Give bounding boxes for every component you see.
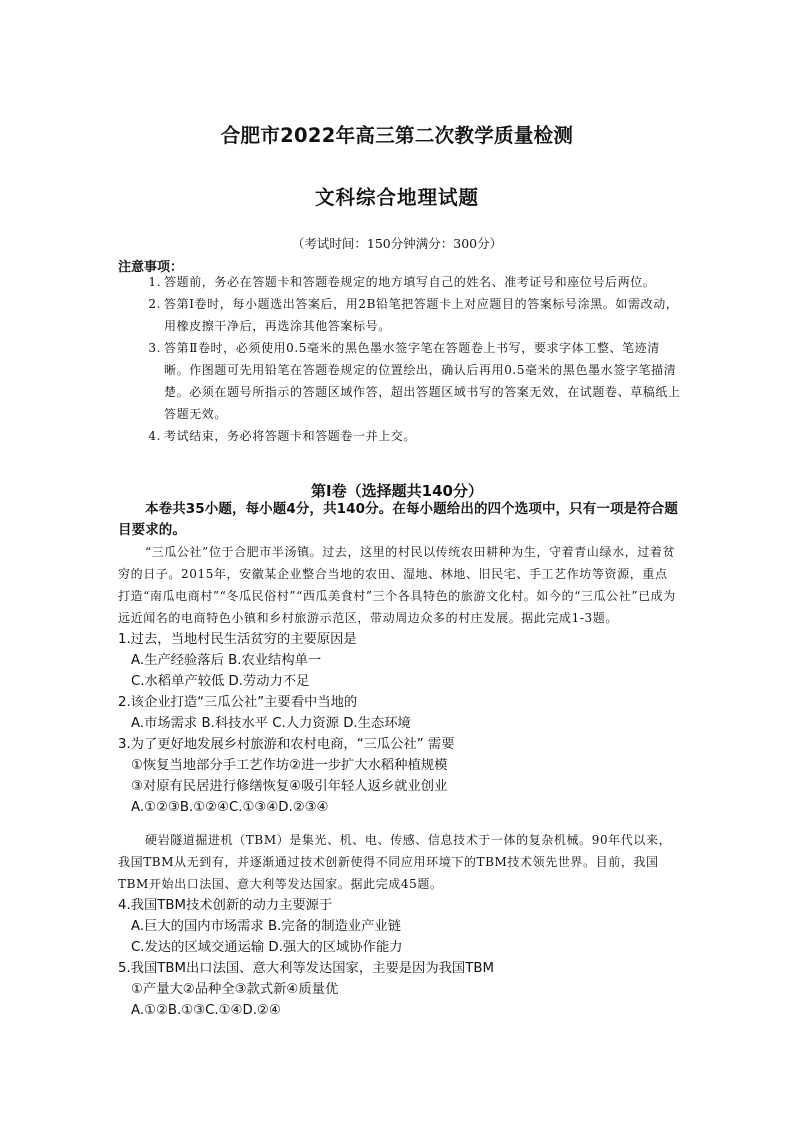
question-group-1 <box>118 541 680 818</box>
notice-item-number: 4. <box>148 429 161 443</box>
question-group-2 <box>118 829 680 1021</box>
notice-item-number: 1. <box>148 275 161 289</box>
question-stem: 3.为了更好地发展乡村旅游和农村电商，“三瓜公社” 需要 <box>118 737 455 752</box>
notice-item-number: 2. <box>148 297 161 311</box>
question-options: ①产量大②品种全③款式新④质量优 <box>131 982 339 997</box>
exam-title: 合肥市2022年高三第二次教学质量检测 <box>220 124 574 147</box>
notice-item <box>133 425 681 447</box>
reading-passage: “三瓜公社”位于合肥市半汤镇。过去，这里的村民以传统农田耕种为生，守着青山绿水，过着贫穷的日子。2015年，安徽某企业整合当地的农田、湿地、林地、旧民宅、手工艺作坊等资源，重点打造“南瓜电商村”“冬瓜民俗村”“西瓜美食村”三个各具特色的旅游文化村。如今的“三瓜公社”已成为远近闻名的电商特色小镇和乡村旅游示范区，带动周边众多的村庄发展。据此完成1-3题。 <box>118 545 676 625</box>
notice-item <box>133 271 681 293</box>
question-options: A.①②B.①③C.①④D.②④ <box>131 1003 281 1018</box>
question-options: A.巨大的国内市场需求 B.完备的制造业产业链 <box>131 919 402 934</box>
section-title: 第Ⅰ卷（选择题共140分） <box>311 482 483 500</box>
exam-subtitle: 文科综合地理试题 <box>314 186 479 209</box>
question-options: ①恢复当地部分手工艺作坊②进一步扩大水稻种植规模 <box>131 758 448 773</box>
notice-list <box>133 271 681 447</box>
section-intro: 本卷共35小题，每小题4分，共140分。在每小题给出的四个选项中，只有一项是符合题目要求的。 <box>118 501 678 538</box>
question-stem: 4.我国TBM技术创新的动力主要源于 <box>118 898 333 913</box>
notice-item-text: 考试结束，务必将答题卡和答题卷一并上交。 <box>164 429 417 443</box>
question-options: A.市场需求 B.科技水平 C.人力资源 D.生态环境 <box>131 716 411 731</box>
notice-item <box>133 293 681 337</box>
question-stem: 2.该企业打造“三瓜公社”主要看中当地的 <box>118 695 358 710</box>
notice-item-text: 答第Ⅰ卷时，每小题选出答案后，用2B铅笔把答题卡上对应题目的答案标号涂黑。如需改动，用橡皮擦干净后，再选涂其他答案标号。 <box>164 297 679 333</box>
question-stem: 5.我国TBM出口法国、意大利等发达国家，主要是因为我国TBM <box>118 961 494 976</box>
question-options: A.生产经验落后 B.农业结构单一 <box>131 653 322 668</box>
reading-passage: 硬岩隧道掘进机（TBM）是集光、机、电、传感、信息技术于一体的复杂机械。90年代以来，我国TBM从无到有，并逐渐通过技术创新使得不同应用环境下的TBM技术领先世界。目前，我国TBM开始出口法国、意大利等发达国家。据此完成45题。 <box>118 833 672 891</box>
notice-heading: 注意事项： <box>118 260 184 275</box>
question-options: ③对原有民居进行修缮恢复④吸引年轻人返乡就业创业 <box>131 779 448 794</box>
notice-item-number: 3. <box>148 341 161 355</box>
notice-item-text: 答题前，务必在答题卡和答题卷规定的地方填写自己的姓名、准考证号和座位号后两位。 <box>164 275 656 289</box>
question-options: C.水稻单产较低 D.劳动力不足 <box>131 674 310 689</box>
notice-item-text: 答第Ⅱ卷时，必须使用0.5毫米的黑色墨水签字笔在答题卷上书写，要求字体工整、笔迹清晰。作图题可先用铅笔在答题卷规定的位置绘出，确认后再用0.5毫米的黑色墨水签字笔描清楚。必须在题号所指示的答题区域作答，超出答题区域书写的答案无效，在试题卷、草稿纸上答题无效。 <box>164 341 681 421</box>
exam-info: （考试时间：150分钟满分：300分） <box>291 236 503 251</box>
question-options: A.①②③B.①②④C.①③④D.②③④ <box>131 800 329 815</box>
notice-item <box>133 337 681 425</box>
question-options: C.发达的区域交通运输 D.强大的区域协作能力 <box>131 940 403 955</box>
question-stem: 1.过去，当地村民生活贫穷的主要原因是 <box>118 632 357 647</box>
